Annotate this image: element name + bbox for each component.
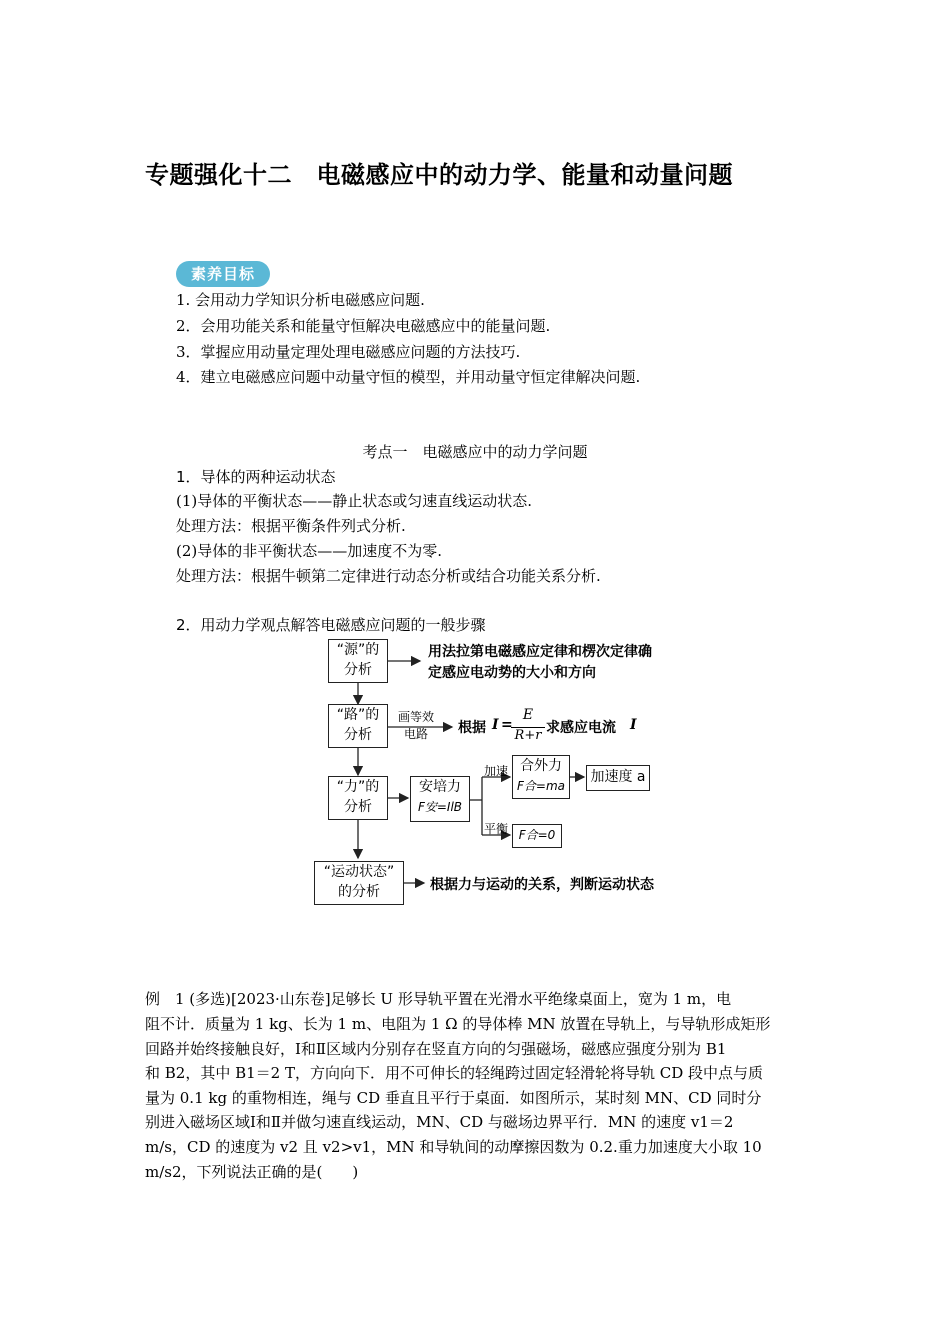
- box-line: 合外力: [520, 758, 562, 774]
- example-line: 和 B2，其中 B1＝2 T，方向向下．用不可伸长的轻绳跨过固定轻滑轮将导轨 CD 段中点与质: [145, 1064, 764, 1082]
- goal-item: 4．建立电磁感应问题中动量守恒的模型，并用动量守恒定律解决问题.: [176, 368, 641, 386]
- formula-prefix: 根据: [458, 720, 486, 736]
- box-line: 分析: [344, 799, 372, 815]
- box-line: 安培力: [419, 779, 461, 795]
- net-force-box: [512, 755, 570, 799]
- equals-sign: =: [501, 717, 513, 733]
- page-title: 专题强化十二 电磁感应中的动力学、能量和动量问题: [145, 161, 733, 189]
- example-line: 量为 0.1 kg 的重物相连，绳与 CD 垂直且平行于桌面．如图所示，某时刻 MN、CD 同时分: [145, 1089, 762, 1107]
- section-title: 考点一 电磁感应中的动力学问题: [362, 443, 588, 461]
- text-line: 用法拉第电磁感应定律和楞次定律确: [428, 644, 652, 660]
- acceleration-box: 加速度 a: [586, 765, 650, 791]
- example-line: 回路并始终接触良好，Ⅰ和Ⅱ区域内分别存在竖直方向的匀强磁场，磁感应强度分别为 B1: [145, 1040, 727, 1058]
- net-force-formula: F合=ma: [516, 779, 565, 793]
- fraction-numerator: E: [522, 707, 534, 723]
- box-line: “运动状态”: [323, 864, 395, 880]
- box-line: 分析: [344, 662, 372, 678]
- current-symbol: I: [630, 717, 637, 733]
- motion-description: 根据力与运动的关系，判断运动状态: [430, 877, 654, 893]
- example-line: m/s，CD 的速度为 v2 且 v2>v1，MN 和导轨间的动摩擦因数为 0.2.重力加速度大小取 10: [145, 1138, 762, 1156]
- goal-item: 3．掌握应用动量定理处理电磁感应问题的方法技巧.: [176, 343, 521, 361]
- source-description: [428, 642, 652, 684]
- example-line: 别进入磁场区域Ⅰ和Ⅱ并做匀速直线运动，MN、CD 与磁场边界平行．MN 的速度 v1＝2: [145, 1113, 734, 1131]
- box-line: “路”的: [336, 707, 380, 723]
- balance-label: 平衡: [484, 822, 509, 836]
- goal-item: 2．会用功能关系和能量守恒解决电磁感应中的能量问题.: [176, 317, 551, 335]
- motion-state-box: [314, 861, 404, 905]
- text-line: 定感应电动势的大小和方向: [428, 665, 596, 681]
- ampere-force-box: [410, 776, 470, 822]
- force-analysis-box: [328, 776, 388, 820]
- fraction-denominator: R+r: [514, 728, 542, 743]
- paragraph: 处理方法：根据平衡条件列式分析.: [176, 517, 406, 535]
- current-symbol: I: [492, 717, 499, 733]
- zero-net-force-box: F合=0: [512, 824, 562, 848]
- example-line: 阻不计．质量为 1 kg、长为 1 m、电阻为 1 Ω 的导体棒 MN 放置在导轨上，与导轨形成矩形: [145, 1015, 771, 1033]
- objectives-badge: 素养目标: [176, 261, 270, 287]
- ampere-formula: F安=IlB: [417, 800, 463, 814]
- circuit-analysis-box: [328, 704, 388, 748]
- paragraph: 处理方法：根据牛顿第二定律进行动态分析或结合功能关系分析.: [176, 567, 601, 585]
- equivalent-circuit-label: [398, 709, 434, 743]
- label-line: 电路: [404, 727, 429, 741]
- box-line: “力”的: [336, 779, 380, 795]
- example-line: m/s2，下列说法正确的是( ): [145, 1163, 359, 1181]
- example-line: 例 1 (多选)[2023·山东卷]足够长 U 形导轨平置在光滑水平绝缘桌面上，宽为 1 m，电: [145, 990, 732, 1008]
- accelerate-label: 加速: [484, 764, 509, 778]
- subheading-steps: 2．用动力学观点解答电磁感应问题的一般步骤: [176, 616, 486, 634]
- formula-suffix: 求感应电流: [546, 720, 616, 736]
- paragraph: (1)导体的平衡状态——静止状态或匀速直线运动状态.: [176, 492, 533, 510]
- subheading-states: 1．导体的两种运动状态: [176, 468, 336, 486]
- box-line: 分析: [344, 727, 372, 743]
- label-line: 画等效: [398, 710, 435, 724]
- box-line: “源”的: [336, 642, 380, 658]
- paragraph: (2)导体的非平衡状态——加速度不为零.: [176, 542, 443, 560]
- source-analysis-box: [328, 639, 388, 683]
- box-line: 的分析: [338, 884, 380, 900]
- goal-item: 1. 会用动力学知识分析电磁感应问题.: [176, 291, 425, 309]
